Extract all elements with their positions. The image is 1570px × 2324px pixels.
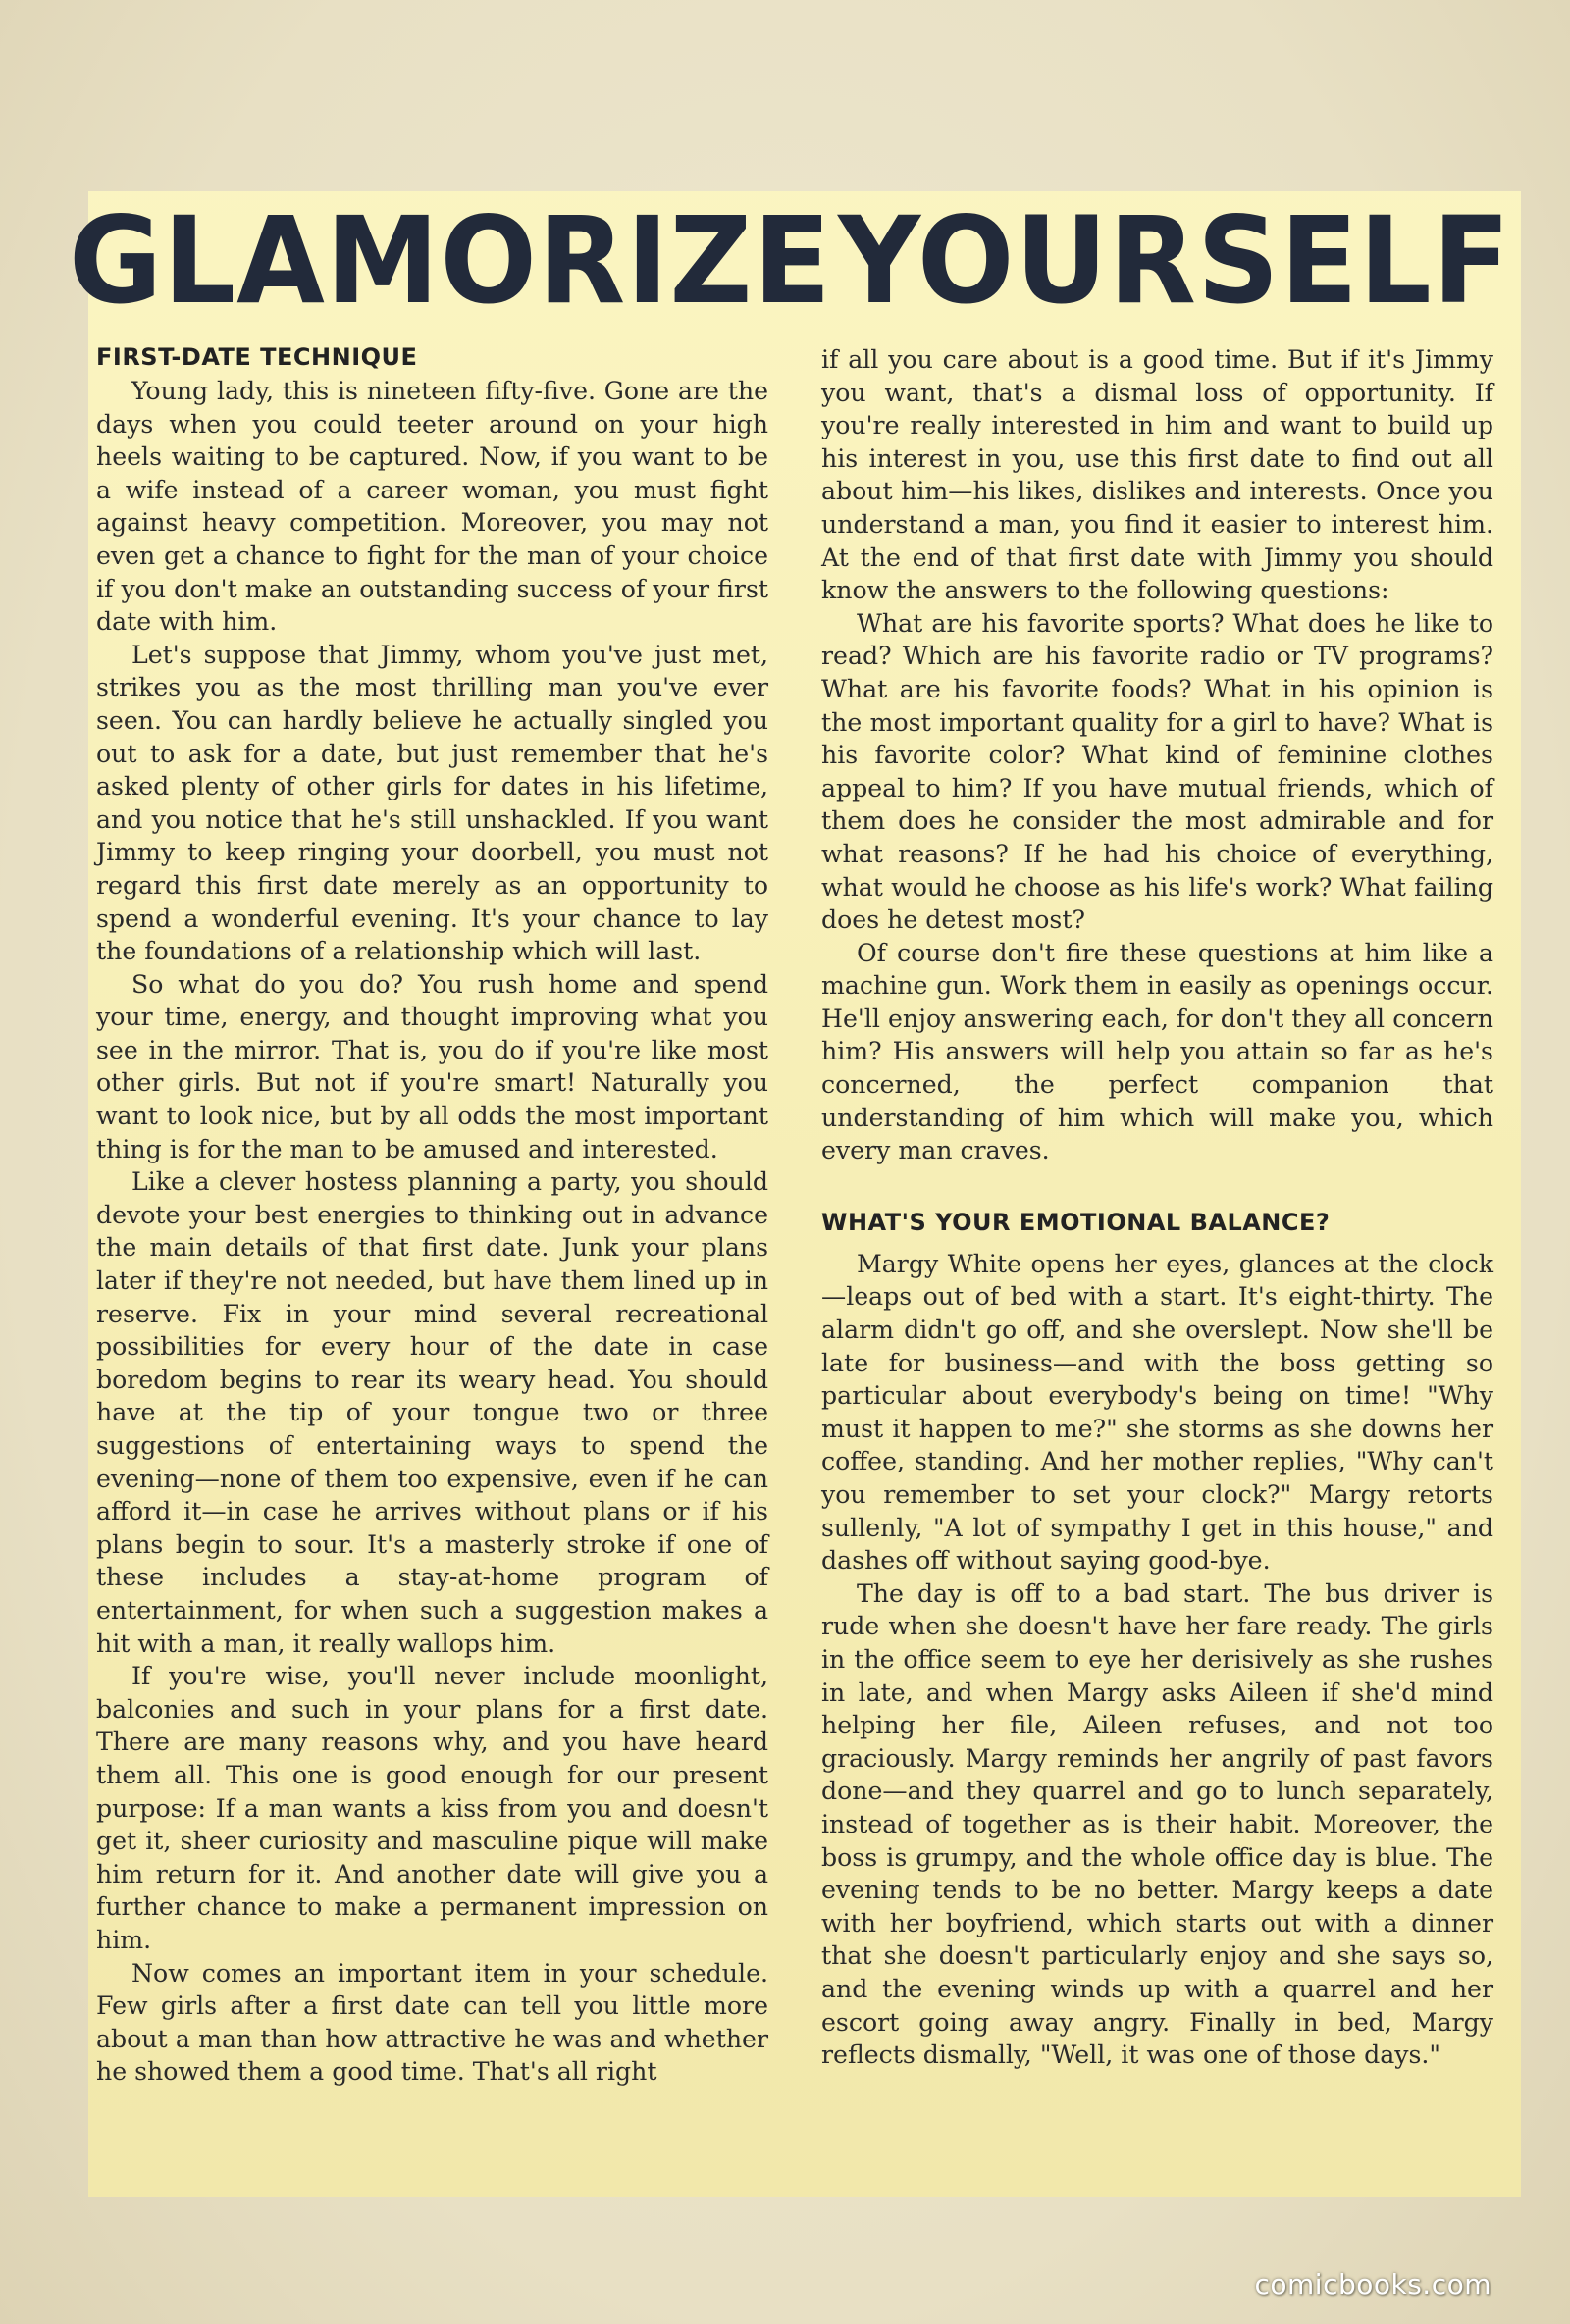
paragraph-continuation: if all you care about is a good time. But if it's Jimmy you want, that's a dismal loss of opportunity. If you're really interested in him and want to build up his interest in you, use this first date to find out all about him—his likes, dislikes and interests. Once you understand a man, you find it easier to interest him. At the end of that first date with Jimmy you should know the answers to the following questions: (821, 345, 1493, 605)
paragraph: Now comes an important item in your schedule. Few girls after a first date can tell you little more about a man than how attractive he was and whether he showed them a good time. That's all right (96, 1958, 768, 2087)
paragraph: Young lady, this is nineteen fifty-five. Gone are the days when you could teeter around on your high heels waiting to be captured. Now, if you want to be a wife instead of a career woman, you must fight against heavy competition. Moreover, you may not even get a chance to fight for the man of your choice if you don't make an outstanding success of your first date with him. (96, 377, 768, 637)
section-title-emotional-balance: WHAT'S YOUR EMOTIONAL BALANCE? (821, 1208, 1331, 1236)
paragraph: So what do you do? You rush home and spend your time, energy, and thought improving what you see in the mirror. That is, you do if you're like most other girls. But not if you're smart! Naturally you want to look nice, but by all odds the most important thing is for the man to be amused and interested. (96, 969, 768, 1163)
paragraph: Of course don't fire these questions at him like a machine gun. Work them in easily as openings occur. He'll enjoy answering each, for don't they all concern him? His answers will help you attain so far as he's concerned, the perfect companion that understanding of him which will make you, which every man craves. (821, 938, 1493, 1165)
right-column (821, 343, 1493, 2072)
paragraph: Like a clever hostess planning a party, you should devote your best energies to thinking out in advance the main details of that first date. Junk your plans later if they're not needed, but have them lined up in reserve. Fix in your mind several recreational possibilities for every hour of the date in case boredom begins to rear its weary head. You should have at the tip of your tongue two or three suggestions of entertaining ways to spend the evening—none of them too expensive, even if he can afford it—in case he arrives without plans or if his plans begin to sour. It's a masterly stroke if one of these includes a stay-at-home program of entertainment, for when such a suggestion makes a hit with a man, it really wallops him. (96, 1167, 768, 1658)
paragraph: Margy White opens her eyes, glances at the clock—leaps out of bed with a start. It's eight-thirty. The alarm didn't go off, and she overslept. Now she'll be late for business—and with the boss getting so particular about everybody's being on time! "Why must it happen to me?" she storms as she downs her coffee, standing. And her mother replies, "Why can't you remember to set your clock?" Margy retorts sullenly, "A lot of sympathy I get in this house," and dashes off without saying good-bye. (821, 1249, 1493, 1575)
paragraph: If you're wise, you'll never include moonlight, balconies and such in your plans for a first date. There are many reasons why, and you have heard them all. This one is good enough for our present purpose: If a man wants a kiss from you and doesn't get it, sheer curiosity and masculine pique will make him return for it. And another date will give you a further chance to make a permanent impression on him. (96, 1662, 768, 1954)
watermark: comicbooks.com (1254, 2268, 1492, 2300)
section-title-first-date: FIRST-DATE TECHNIQUE (96, 343, 418, 371)
paragraph: What are his favorite sports? What does he like to read? Which are his favorite radio or TV programs? What are his favorite foods? What in his opinion is the most important quality for a girl to have? What is his favorite color? What kind of feminine clothes appeal to him? If you have mutual friends, which of them does he consider the most admirable and for what reasons? If he had his choice of everything, what would he choose as his life's work? What failing does he detest most? (821, 608, 1493, 935)
headline (69, 191, 1511, 332)
left-column (96, 341, 768, 2089)
headline-word-2: YOURSELF (838, 191, 1511, 332)
paragraph: Let's suppose that Jimmy, whom you've just met, strikes you as the most thrilling man you've ever seen. You can hardly believe he actually singled you out to ask for a date, but just remember that he's asked plenty of other girls for dates in his lifetime, and you notice that he's still unshackled. If you want Jimmy to keep ringing your doorbell, you must not regard this first date merely as an opportunity to spend a wonderful evening. It's your chance to lay the foundations of a relationship which will last. (96, 640, 768, 966)
paragraph: The day is off to a bad start. The bus driver is rude when she doesn't have her fare ready. The girls in the office seem to eye her derisively as she rushes in late, and when Margy asks Aileen if she'd mind helping her file, Aileen refuses, and not too graciously. Margy reminds her angrily of past favors done—and they quarrel and go to lunch separately, instead of together as is their habit. Moreover, the boss is grumpy, and the whole office day is blue. The evening tends to be no better. Margy keeps a date with her boyfriend, which starts out with a dinner that she doesn't particularly enjoy and she says so, and the evening winds up with a quarrel and her escort going away angry. Finally in bed, Margy reflects dismally, "Well, it was one of those days." (821, 1578, 1493, 2070)
headline-word-1: GLAMORIZE (69, 191, 832, 332)
